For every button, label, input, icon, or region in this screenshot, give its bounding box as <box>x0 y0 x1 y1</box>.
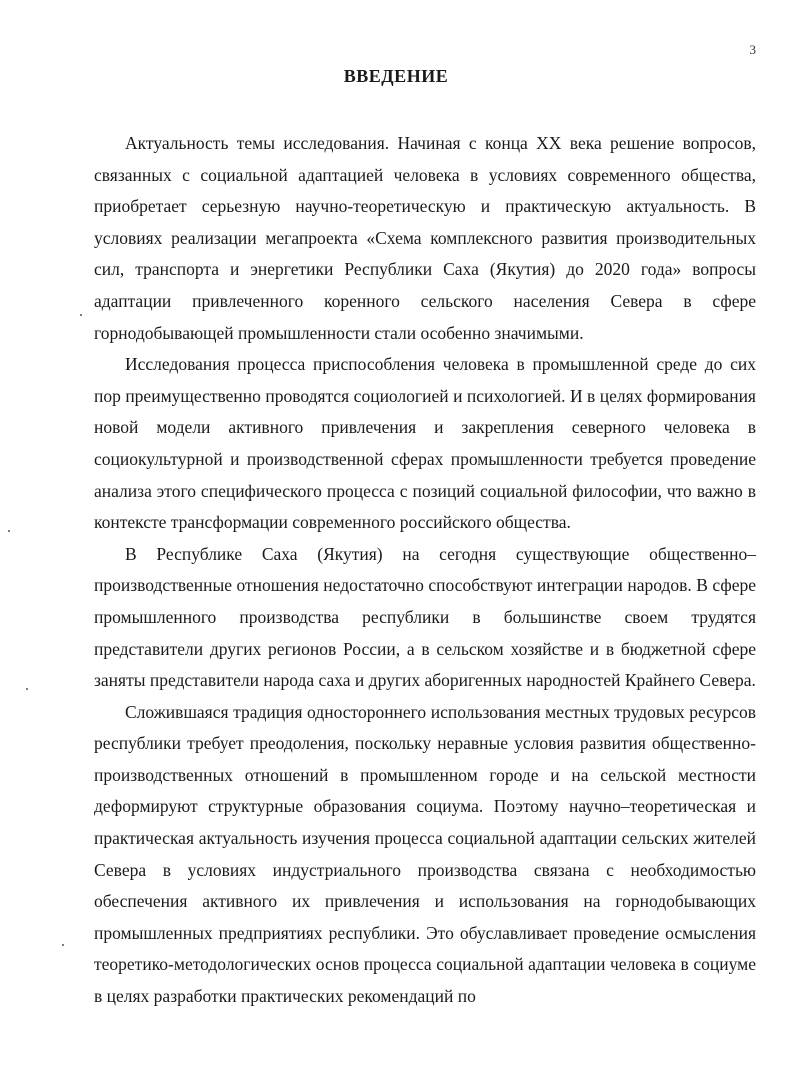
paragraph-tradition: Сложившаяся традиция одностороннего использования местных трудовых ресурсов республики требует преодоления, поскольку неравные условия развития общественно-производственных отношений в промышленном городе и на сельской местности деформируют структурные образования социума. Поэтому научно–теоретическая и практическая актуальность изучения процесса социальной адаптации сельских жителей Севера в условиях индустриального производства связана с необходимостью обеспечения активного их привлечения и использования на горнодобывающих промышленных предприятиях республики. Это обуславливает проведение осмысления теоретико-методологических основ процесса социальной адаптации человека в социуме в целях разработки практических рекомендаций по <box>94 701 756 1007</box>
scan-speck <box>62 944 64 946</box>
scan-speck <box>8 530 10 532</box>
scan-speck <box>80 314 82 316</box>
paragraph-research: Исследования процесса приспособления человека в промышленной среде до сих пор преимущественно проводятся социологией и психологией. И в целях формирования новой модели активного привлечения и закрепления северного человека в социокультурной и производственной сферах промышленности требуется проведение анализа этого специфического процесса с позиций социальной философии, что важно в контексте трансформации современного российского общества. <box>94 354 756 533</box>
section-title: ВВЕДЕНИЕ <box>343 66 449 86</box>
scan-speck <box>26 688 28 690</box>
page-number: 3 <box>749 42 756 57</box>
body-text <box>94 128 756 1013</box>
paragraph-relevance: Актуальность темы исследования. Начиная с конца XX века решение вопросов, связанных с социальной адаптацией человека в условиях современного общества, приобретает серьезную научно-теоретическую и практическую актуальность. В условиях реализации мегапроекта «Схема комплексного развития производительных сил, транспорта и энергетики Республики Саха (Якутия) до 2020 года» вопросы адаптации привлеченного коренного сельского населения Севера в сфере горнодобывающей промышленности стали особенно значимыми. <box>94 133 756 343</box>
paragraph-republic: В Республике Саха (Якутия) на сегодня существующие общественно–производственные отношения недостаточно способствуют интеграции народов. В сфере промышленного производства республики в большинстве своем трудятся представители других регионов России, а в сельском хозяйстве и в бюджетной сфере заняты представители народа саха и других аборигенных народностей Крайнего Севера. <box>94 543 756 691</box>
